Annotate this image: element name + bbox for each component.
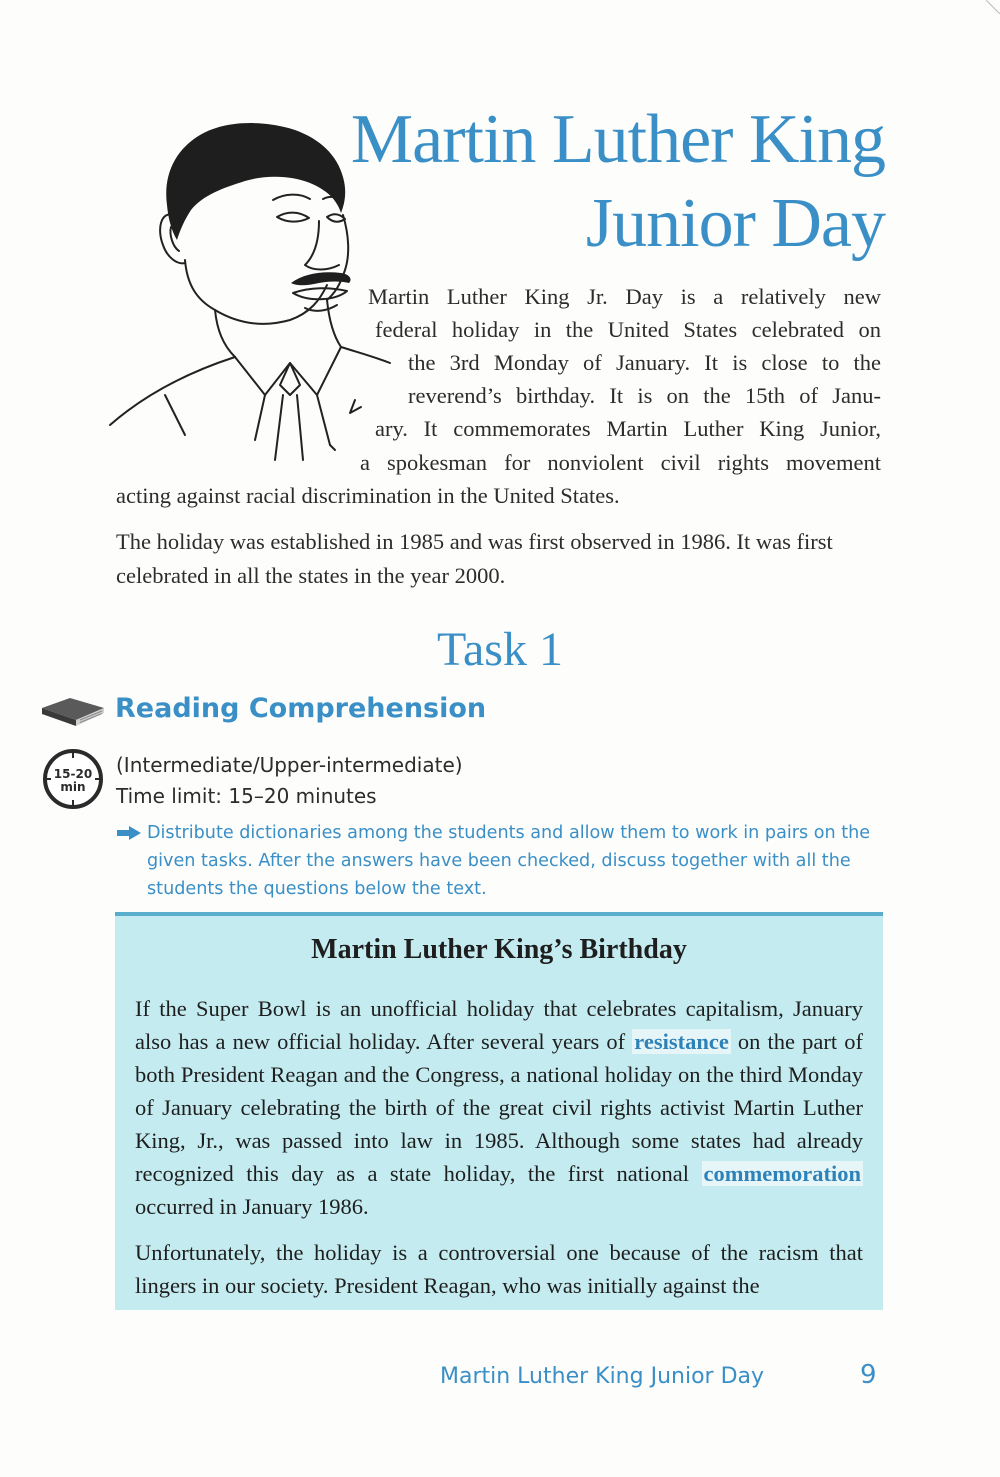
- clock-icon: [42, 748, 104, 810]
- time-limit-label: Time limit: 15–20 minutes: [116, 784, 377, 808]
- level-info: [116, 750, 463, 812]
- page-title: [340, 98, 885, 266]
- task-title: Task 1: [437, 623, 563, 676]
- reading-p1-part2: on the part of both President Reagan and the Congress, a national holiday on the third Monday of January celebrating the birth of the great civil rights activist Martin Luther King, Jr., was passed into law in 1985. Although some states had already recognized this day as a state holiday, the first national: [135, 1029, 863, 1186]
- intro-line-3: the 3rd Monday of January. It is close to the: [408, 350, 881, 375]
- clock-label-top: 15-20: [53, 767, 93, 781]
- corner-mark: [986, 0, 1000, 14]
- page-title-line2: Junior Day: [585, 185, 885, 262]
- highlight-resistance: resistance: [634, 1029, 729, 1054]
- clock-label-bottom: min: [60, 780, 86, 794]
- reading-title: Martin Luther King’s Birthday: [311, 934, 687, 965]
- intro-line-1: Martin Luther King Jr. Day is a relatively new: [368, 284, 881, 309]
- book-icon: [40, 694, 106, 730]
- reading-passage-box: [115, 912, 883, 1310]
- reading-p1-part1: If the Super Bowl is an unofficial holiday that celebrates capitalism, January also has a new official holiday. After several years of: [135, 996, 863, 1054]
- highlight-commemoration: commemoration: [703, 1161, 861, 1186]
- intro-line-2: federal holiday in the United States celebrated on: [375, 317, 881, 342]
- arrow-right-icon: [116, 825, 142, 841]
- section-heading: Reading Comprehension: [115, 693, 487, 724]
- reading-p1-part3: occurred in January 1986.: [135, 1194, 369, 1219]
- reading-paragraph-2: Unfortunately, the holiday is a controversial one because of the racism that lingers in our society. President Reagan, who was initially against the: [135, 1240, 863, 1298]
- teacher-instruction: Distribute dictionaries among the students and allow them to work in pairs on the given tasks. After the answers have been checked, discuss together with all the students the questions below the text.: [147, 823, 871, 899]
- reading-paragraph-1: [135, 992, 863, 1223]
- page-number: 9: [860, 1360, 877, 1390]
- intro-line-5: ary. It commemorates Martin Luther King Junior,: [375, 416, 881, 441]
- intro-line-6: a spokesman for nonviolent civil rights movement: [360, 450, 881, 475]
- intro-line-4: reverend’s birthday. It is on the 15th of Janu-: [408, 383, 881, 408]
- intro-paragraph-2: The holiday was established in 1985 and was first observed in 1986. It was first celebrated in all the states in the year 2000.: [116, 529, 833, 588]
- page-title-line1: Martin Luther King: [350, 101, 885, 178]
- footer-running-title: Martin Luther King Junior Day: [440, 1364, 765, 1389]
- intro-line-7: acting against racial discrimination in the United States.: [116, 483, 620, 508]
- level-label: (Intermediate/Upper-intermediate): [116, 753, 463, 777]
